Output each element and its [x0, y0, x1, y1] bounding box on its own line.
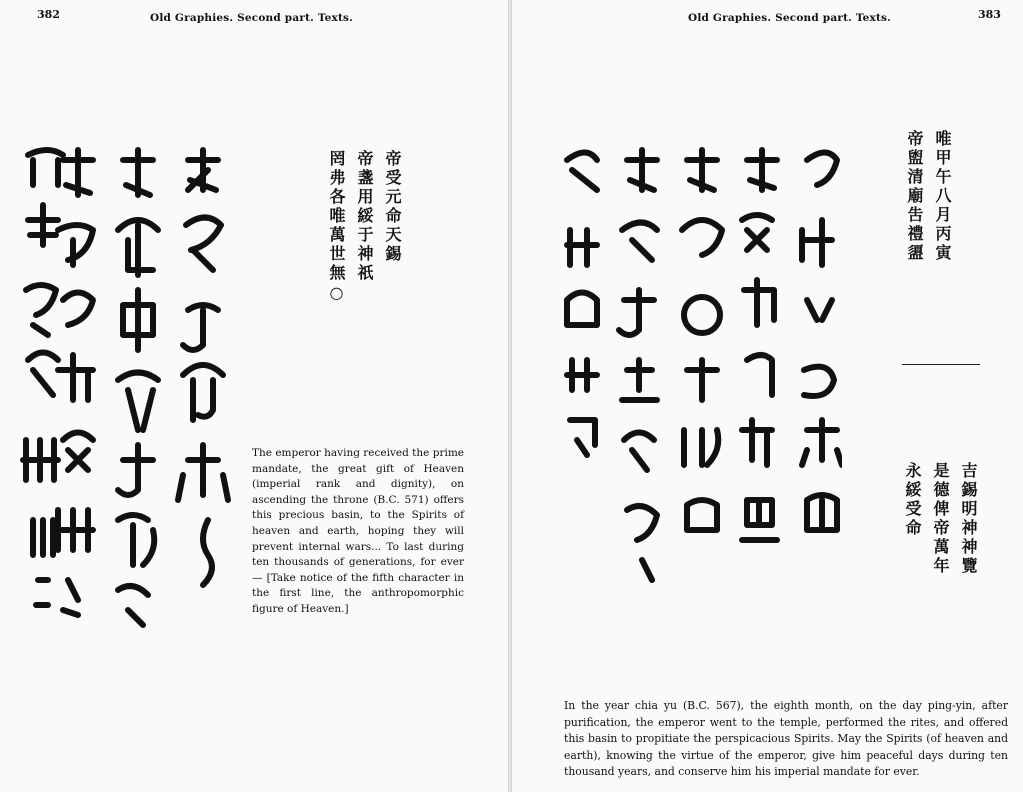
right-seal-glyph-columns [562, 140, 842, 590]
right-chinese-bottom-column-3: 永綏受命 [903, 462, 922, 538]
right-chinese-top-column-1: 唯甲午八月丙寅 [933, 130, 952, 263]
left-chinese-column-3: 罔弗各唯萬世無○ [327, 150, 346, 305]
right-chinese-bottom-column-1: 吉錫明神神覽 [959, 462, 978, 576]
right-running-head: Old Graphies. Second part. Texts. [688, 12, 891, 24]
left-translation [252, 446, 464, 618]
left-translation-text: The emperor having received the prime mandate, the great gift of Heaven (imperial rank and dignity), on ascending the throne (B.C. 571) offers this precious basin, to the Spirits of heaven and earth, hoping they will prevent internal wars... To last during ten thousands of generations, for ever — [Take notice of the fifth character in the first line, the anthropomorphic figure of Heaven.] [252, 447, 464, 615]
left-seal-script-inscription [18, 140, 243, 640]
right-chinese-top-column-2: 帝盥清廟吿禮盨 [905, 130, 924, 263]
right-translation [564, 698, 1008, 781]
right-divider-rule [902, 364, 980, 365]
right-translation-text: In the year chia yu (B.C. 567), the eighth month, on the day ping-yin, after purification, the emperor went to the temple, performed the rites, and offered this basin to propitiate the perspicacious Spirits. May the Spirits (of heaven and earth), knowing the virtue of the emperor, give him peaceful days during ten thousand years, and conserve him his imperial mandate for ever. [564, 699, 1008, 778]
left-chinese-transcription [326, 150, 402, 305]
right-chinese-transcription-top [904, 130, 952, 263]
left-running-head: Old Graphies. Second part. Texts. [150, 12, 353, 24]
right-chinese-bottom-column-2: 是德俾帝萬年 [931, 462, 950, 576]
left-chinese-column-1: 帝受元命天錫 [383, 150, 402, 264]
right-page-number: 383 [978, 8, 1001, 21]
right-page [512, 0, 1023, 792]
right-seal-script-inscription [562, 140, 842, 590]
right-chinese-transcription-bottom [902, 462, 978, 576]
left-page [0, 0, 508, 792]
left-chinese-column-2: 帝盞用綏于神祇 [355, 150, 374, 283]
left-page-number: 382 [37, 8, 60, 21]
left-seal-glyph-column-1 [18, 140, 243, 640]
